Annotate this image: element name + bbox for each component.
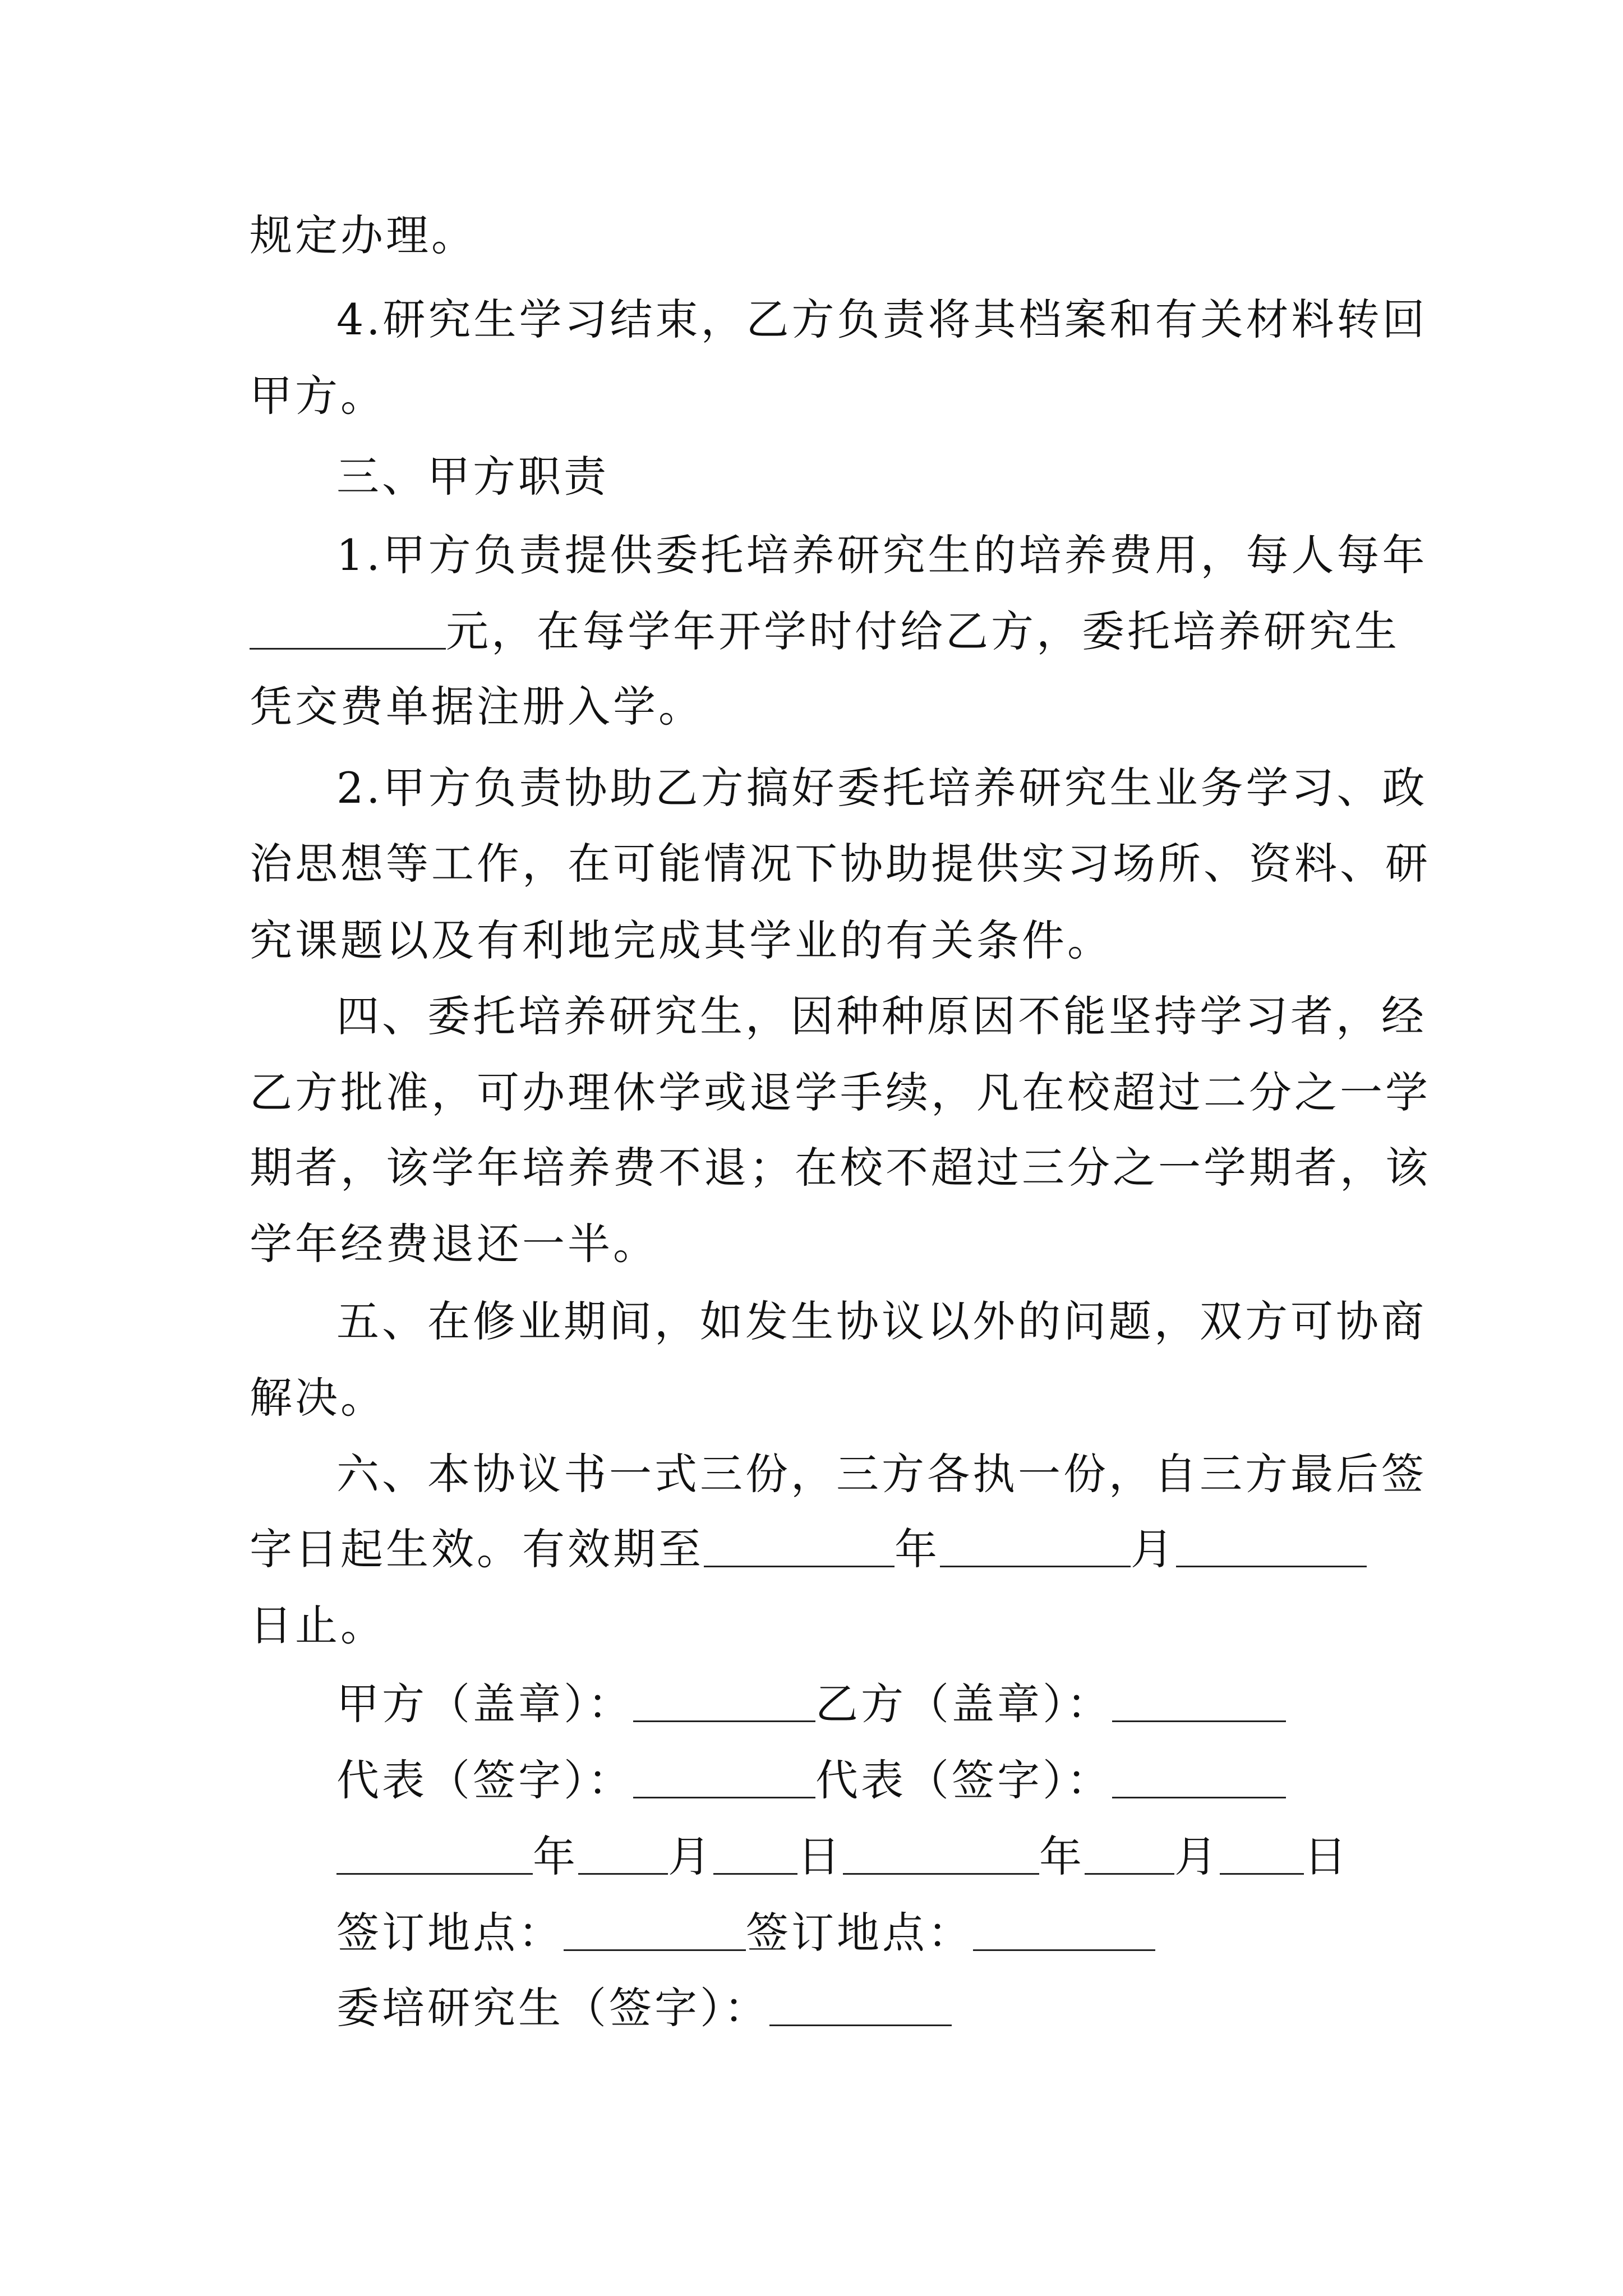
text-line	[250, 1592, 1623, 1659]
line-text: 究课题以及有利地完成其学业的有关条件。	[250, 915, 1113, 965]
month-label: 月	[1131, 1524, 1176, 1574]
text-line	[336, 1288, 1623, 1355]
line-text: 4.研究生学习结束，乙方负责将其档案和有关材料转回	[336, 295, 1428, 344]
a-month-blank[interactable]	[578, 1837, 668, 1875]
text-line	[336, 286, 1623, 353]
b-year-label: 年	[1039, 1832, 1085, 1881]
student-signature-line	[336, 1975, 1623, 2042]
place-a-blank[interactable]	[564, 1913, 746, 1951]
text-line	[250, 202, 1623, 269]
party-a-seal-label: 甲方（盖章）：	[336, 1679, 633, 1729]
date-line	[336, 1823, 1623, 1890]
place-line	[336, 1899, 1623, 1967]
a-day-label: 日	[797, 1832, 843, 1881]
b-day-label: 日	[1304, 1832, 1349, 1881]
effective-date-line	[250, 1516, 1623, 1583]
place-b-label: 签订地点：	[746, 1908, 973, 1958]
line-text: 治思想等工作，在可能情况下协助提供实习场所、资料、研	[250, 839, 1431, 889]
a-month-label: 月	[668, 1832, 713, 1881]
place-b-blank[interactable]	[973, 1913, 1155, 1951]
rep-a-label: 代表（签字）：	[336, 1755, 633, 1805]
a-year-blank[interactable]	[336, 1837, 533, 1875]
party-a-seal-blank[interactable]	[633, 1685, 815, 1722]
party-b-seal-blank[interactable]	[1112, 1685, 1286, 1722]
text-line	[250, 907, 1623, 974]
student-label: 委培研究生（签字）：	[336, 1983, 769, 2033]
line-text: 规定办理。	[250, 210, 477, 260]
line-text: 甲方。	[250, 371, 386, 421]
party-b-seal-label: 乙方（盖章）：	[815, 1679, 1112, 1729]
a-year-label: 年	[533, 1832, 578, 1881]
line-text: 2.甲方负责协助乙方搞好委托培养研究生业务学习、政	[336, 763, 1428, 813]
line-text: 期者，该学年培养费不退；在校不超过三分之一学期者，该	[250, 1143, 1431, 1193]
effective-prefix: 字日起生效。有效期至	[250, 1524, 704, 1574]
amount-blank[interactable]	[250, 612, 446, 650]
rep-a-blank[interactable]	[633, 1761, 815, 1798]
b-month-blank[interactable]	[1085, 1837, 1174, 1875]
line-text: 日止。	[250, 1600, 386, 1650]
year-label: 年	[895, 1524, 940, 1574]
line-text: 元，在每学年开学时付给乙方，委托培养研究生	[446, 606, 1400, 656]
representative-line	[336, 1747, 1623, 1814]
a-day-blank[interactable]	[713, 1837, 797, 1875]
b-day-blank[interactable]	[1220, 1837, 1304, 1875]
text-line	[250, 1059, 1623, 1126]
place-a-label: 签订地点：	[336, 1908, 564, 1958]
line-text: 五、在修业期间，如发生协议以外的问题，双方可协商	[336, 1296, 1427, 1346]
line-text: 三、甲方职责	[336, 452, 609, 501]
rep-b-label: 代表（签字）：	[815, 1755, 1112, 1805]
line-text: 乙方批准，可办理休学或退学手续，凡在校超过二分之一学	[250, 1068, 1431, 1117]
text-line	[250, 830, 1623, 898]
text-line	[250, 1211, 1623, 1278]
text-line	[336, 522, 1623, 589]
line-text: 六、本协议书一式三份，三方各执一份，自三方最后签	[336, 1449, 1427, 1499]
line-text: 四、委托培养研究生，因种种原因不能坚持学习者，经	[336, 991, 1427, 1041]
text-line	[336, 983, 1623, 1050]
student-signature-blank[interactable]	[769, 1989, 952, 2026]
section-heading	[336, 443, 1623, 510]
b-year-blank[interactable]	[843, 1837, 1039, 1875]
line-text: 1.甲方负责提供委托培养研究生的培养费用，每人每年	[336, 530, 1428, 580]
line-text: 解决。	[250, 1373, 386, 1423]
month-blank[interactable]	[940, 1530, 1131, 1567]
seal-line	[336, 1671, 1623, 1738]
line-text: 学年经费退还一半。	[250, 1219, 658, 1269]
rep-b-blank[interactable]	[1112, 1761, 1286, 1798]
text-line	[250, 598, 1623, 665]
text-line	[336, 754, 1623, 822]
line-text: 凭交费单据注册入学。	[250, 682, 704, 731]
text-line	[336, 1441, 1623, 1508]
text-line	[250, 1364, 1623, 1432]
text-line	[250, 673, 1623, 740]
year-blank[interactable]	[704, 1530, 895, 1567]
b-month-label: 月	[1174, 1832, 1220, 1881]
day-blank[interactable]	[1176, 1530, 1367, 1567]
text-line	[250, 362, 1623, 430]
text-line	[250, 1134, 1623, 1202]
